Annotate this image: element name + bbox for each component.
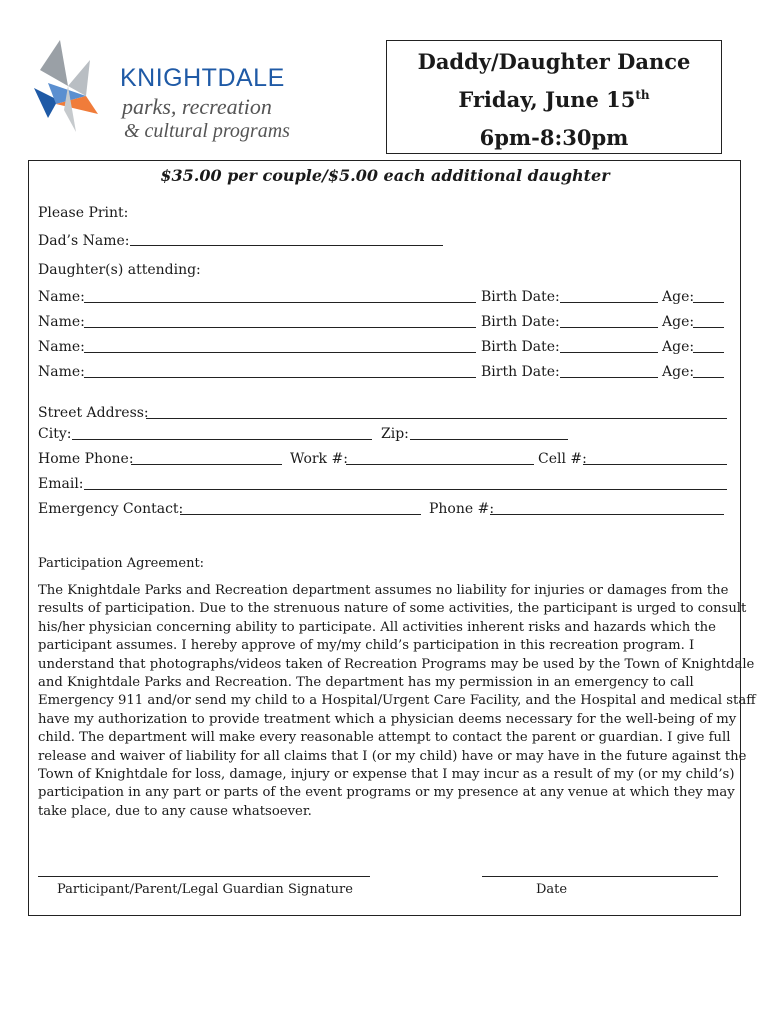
please-print-label: Please Print: — [38, 205, 129, 221]
age-label: Age: — [662, 364, 695, 380]
dads-name-label: Dad’s Name: — [38, 233, 130, 249]
home-phone-field[interactable] — [131, 464, 282, 465]
street-address-field[interactable] — [146, 418, 727, 419]
agreement-line: participant assumes. I hereby approve of my/my child’s participation in this recreation program. I — [38, 638, 695, 654]
birth-date-field[interactable] — [560, 377, 658, 378]
phone-field[interactable] — [490, 514, 724, 515]
daughters-attending-label: Daughter(s) attending: — [38, 262, 201, 278]
knightdale-logo — [28, 38, 328, 142]
price-line: $35.00 per couple/$5.00 each additional daughter — [160, 166, 610, 185]
email-field[interactable] — [84, 489, 727, 490]
city-field[interactable] — [72, 439, 372, 440]
birth-date-field[interactable] — [560, 327, 658, 328]
event-title-box — [386, 40, 722, 154]
zip-field[interactable] — [410, 439, 568, 440]
agreement-text — [38, 582, 756, 821]
age-field[interactable] — [693, 327, 724, 328]
daughter-name-label: Name: — [38, 364, 85, 380]
signature-label: Participant/Parent/Legal Guardian Signature — [57, 882, 353, 897]
agreement-line: his/her physician concerning ability to participate. All activities inherent risks and hazards which the — [38, 619, 716, 635]
age-field[interactable] — [693, 302, 724, 303]
daughter-name-label: Name: — [38, 314, 85, 330]
birth-date-field[interactable] — [560, 352, 658, 353]
knight-emblem-icon — [28, 38, 123, 138]
age-label: Age: — [662, 314, 695, 330]
event-title: Daddy/Daughter Dance — [417, 49, 691, 74]
agreement-line: The Knightdale Parks and Recreation department assumes no liability for injuries or damages from the — [38, 583, 729, 598]
age-label: Age: — [662, 289, 695, 305]
work-phone-field[interactable] — [346, 464, 534, 465]
birth-date-label: Birth Date: — [481, 364, 560, 380]
logo-subtitle-2: & cultural programs — [124, 120, 290, 142]
emergency-contact-field[interactable] — [180, 514, 421, 515]
signature-field[interactable] — [38, 876, 370, 877]
birth-date-label: Birth Date: — [481, 339, 560, 355]
event-date: Friday, June 15th — [458, 87, 650, 112]
date-field[interactable] — [482, 876, 718, 877]
agreement-line: Town of Knightdale for loss, damage, injury or expense that I may incur as a result of my (or my child’s) — [38, 767, 735, 783]
age-label: Age: — [662, 339, 695, 355]
birth-date-field[interactable] — [560, 302, 658, 303]
agreement-line: understand that photographs/videos taken of Recreation Programs may be used by the Town of Knightdale — [38, 656, 755, 672]
daughter-name-field[interactable] — [84, 377, 476, 378]
daughter-name-label: Name: — [38, 339, 85, 355]
email-label: Email: — [38, 476, 84, 492]
zip-label: Zip: — [381, 426, 409, 442]
date-label: Date — [536, 882, 568, 897]
logo-subtitle-1: parks, recreation — [122, 94, 272, 119]
street-address-label: Street Address: — [38, 405, 149, 421]
agreement-line: Emergency 911 and/or send my child to a Hospital/Urgent Care Facility, and the Hospital and medical staff — [38, 693, 756, 709]
city-label: City: — [38, 426, 72, 442]
emergency-contact-label: Emergency Contact: — [38, 501, 184, 517]
cell-phone-field[interactable] — [583, 464, 727, 465]
agreement-line: and Knightdale Parks and Recreation. The department has my permission in an emergency to call — [38, 675, 694, 691]
dads-name-field[interactable] — [130, 245, 443, 246]
home-phone-label: Home Phone: — [38, 451, 134, 467]
work-phone-label: Work #: — [290, 451, 348, 467]
age-field[interactable] — [693, 377, 724, 378]
age-field[interactable] — [693, 352, 724, 353]
cell-phone-label: Cell #: — [538, 451, 587, 467]
agreement-line: results of participation. Due to the strenuous nature of some activities, the participant is urged to consult — [38, 601, 747, 617]
logo-brand-text: KNIGHTDALE — [120, 64, 285, 92]
birth-date-label: Birth Date: — [481, 314, 560, 330]
event-time: 6pm-8:30pm — [479, 125, 629, 150]
agreement-line: have my authorization to provide treatment which a physician deems necessary for the well-being of my — [38, 711, 737, 727]
agreement-line: release and waiver of liability for all claims that I (or my child) have or may have in the future against the — [38, 748, 747, 764]
agreement-line: participation in any part or parts of the event programs or my presence at any venue at which they may — [38, 785, 735, 801]
agreement-line: child. The department will make every reasonable attempt to contact the parent or guardian. I give full — [38, 730, 731, 746]
agreement-line: take place, due to any cause whatsoever. — [38, 803, 312, 819]
daughter-name-label: Name: — [38, 289, 85, 305]
phone-label: Phone #: — [429, 501, 495, 517]
daughter-name-field[interactable] — [84, 302, 476, 303]
agreement-heading: Participation Agreement: — [38, 556, 205, 571]
daughter-name-field[interactable] — [84, 352, 476, 353]
daughter-name-field[interactable] — [84, 327, 476, 328]
birth-date-label: Birth Date: — [481, 289, 560, 305]
